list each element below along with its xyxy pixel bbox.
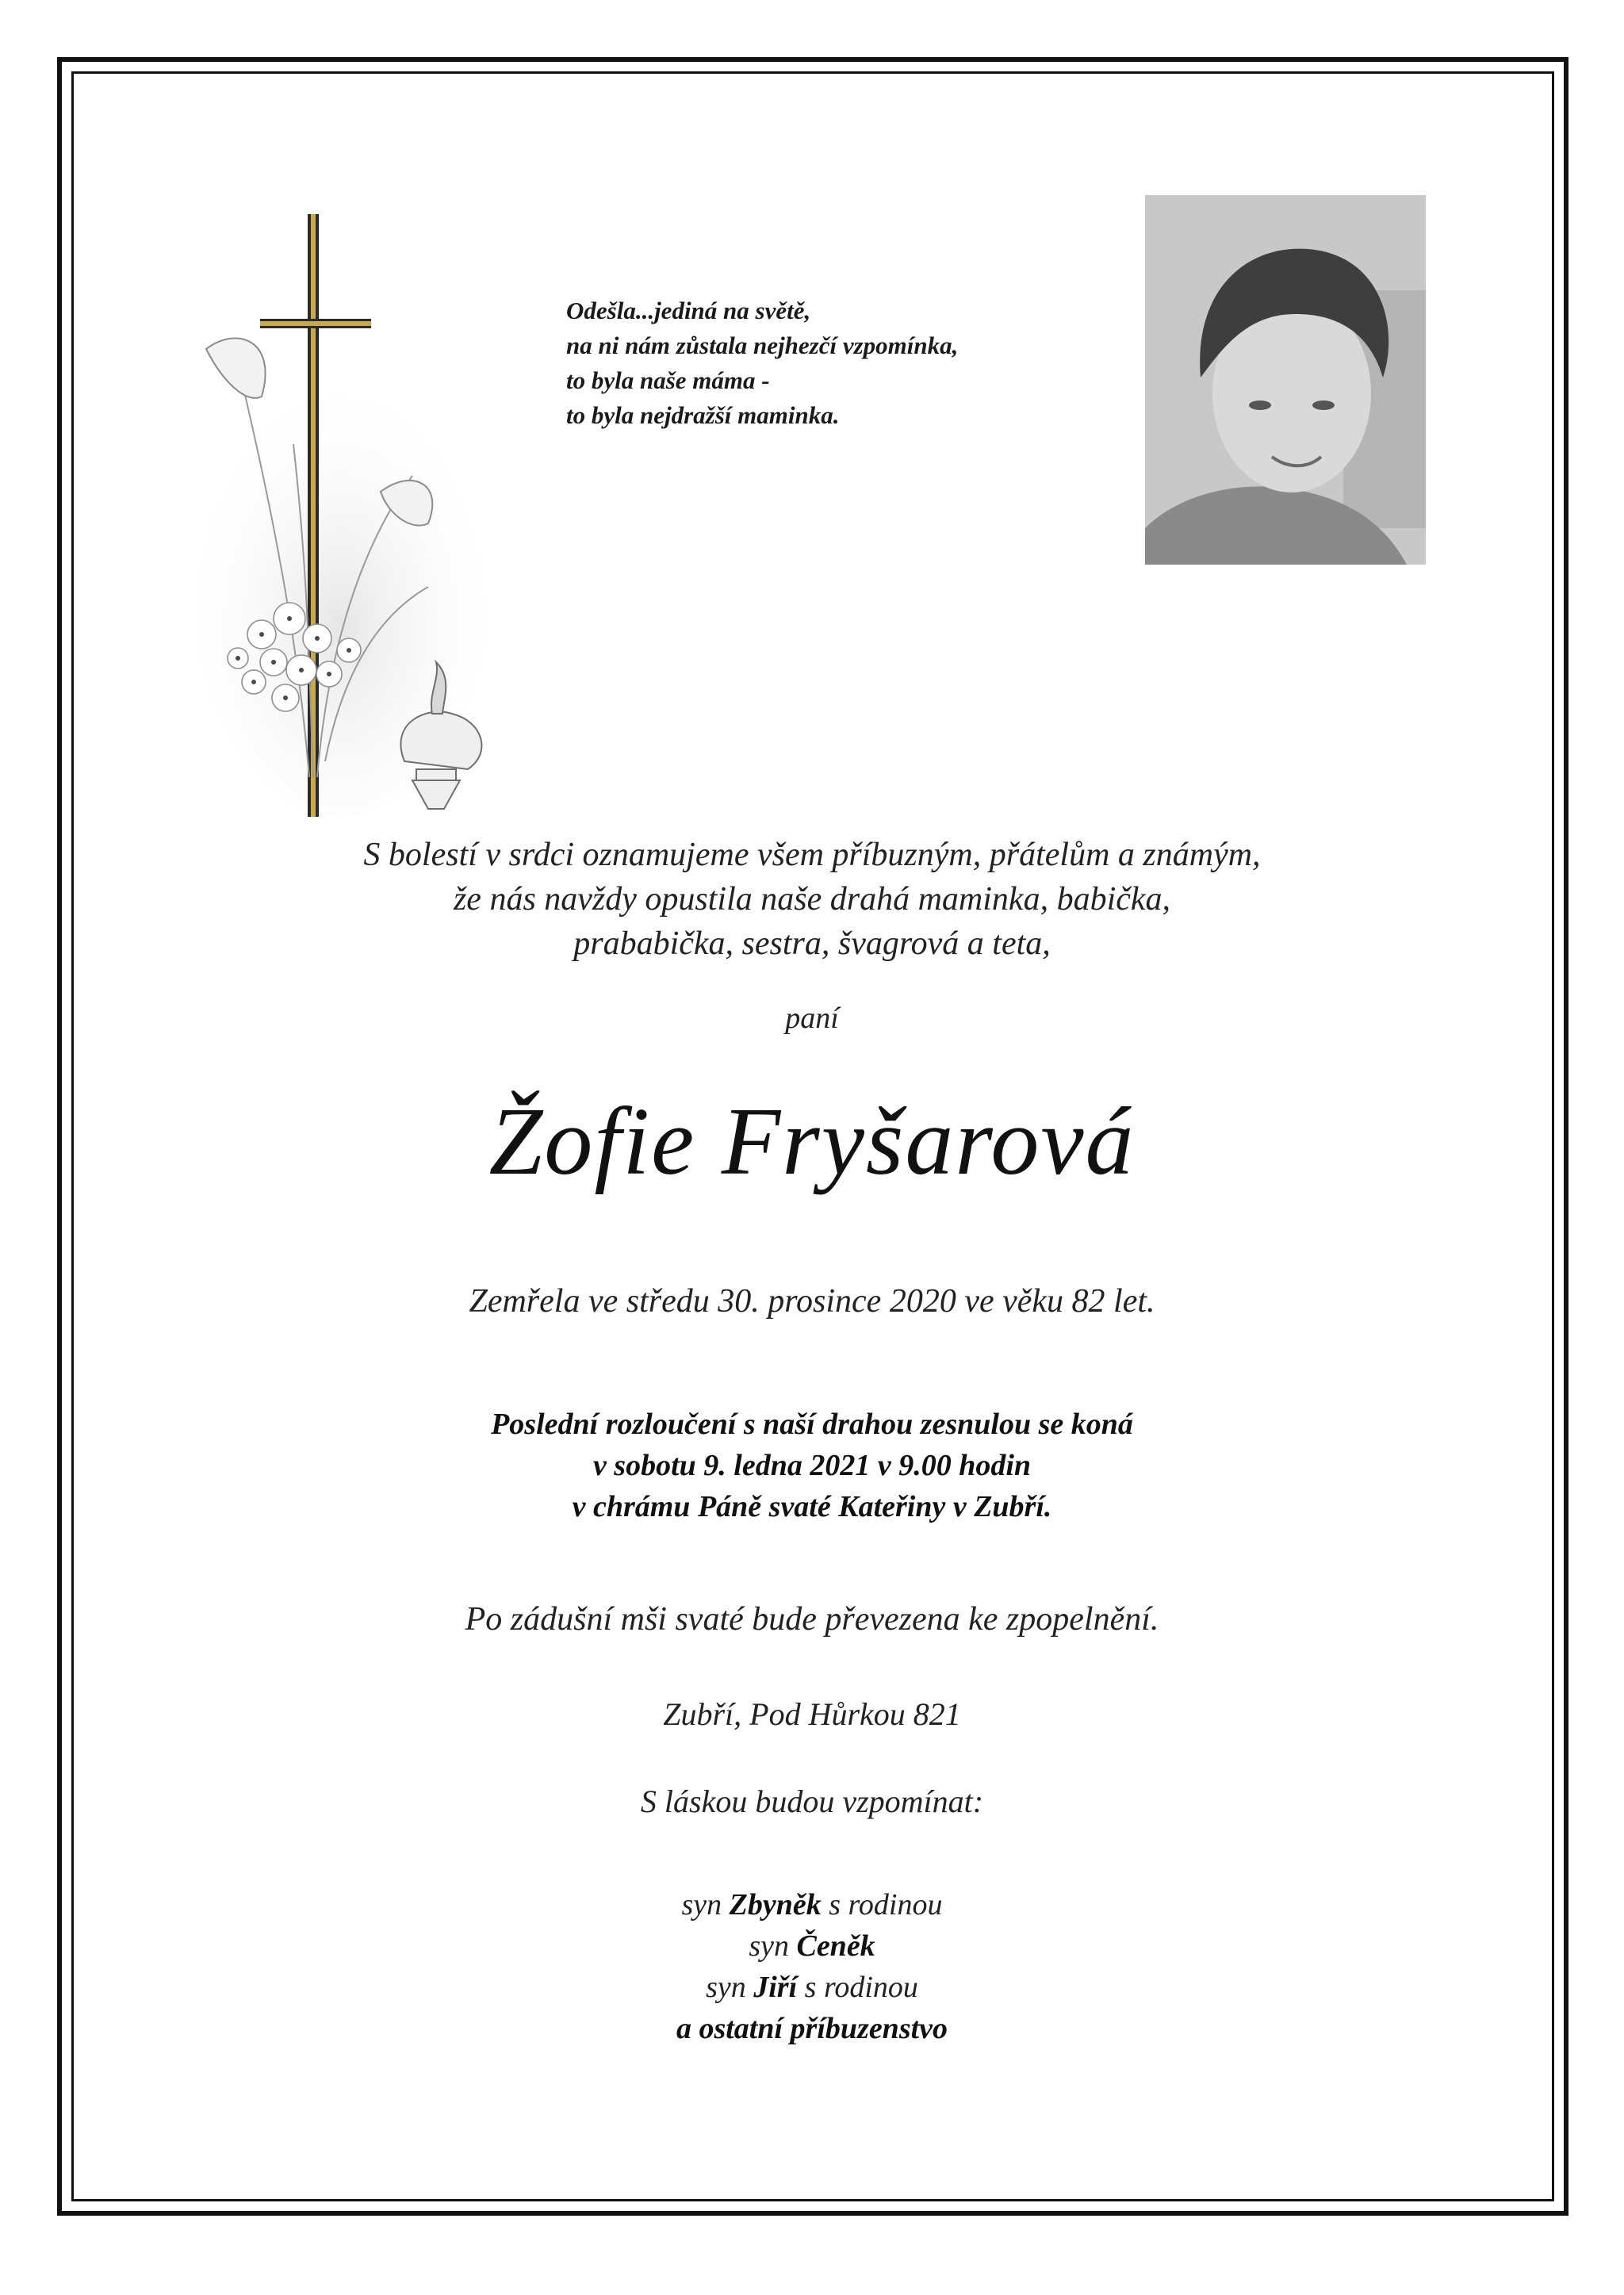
member-name: Jiří xyxy=(753,1971,798,2004)
relation: syn xyxy=(681,1888,730,1921)
cremation-note: Po zádušní mši svaté bude převezena ke zpopelnění. xyxy=(465,1601,1159,1638)
quote-line: to byla nejdražší maminka. xyxy=(566,401,840,429)
relation-suffix: s rodinou xyxy=(821,1888,943,1921)
salutation: paní xyxy=(785,1002,839,1035)
family-member xyxy=(79,2008,1545,2049)
farewell-line: Poslední rozloučení s naší drahou zesnulou se koná xyxy=(491,1408,1133,1441)
family-list xyxy=(79,1884,1545,2049)
farewell-details xyxy=(79,1404,1545,1527)
portrait-silhouette-icon xyxy=(1145,195,1426,565)
member-name: a ostatní příbuzenstvo xyxy=(676,2012,948,2045)
quote-line: Odešla...jediná na světě, xyxy=(566,297,811,324)
quote-line: to byla naše máma - xyxy=(566,366,770,394)
relation: syn xyxy=(749,1929,797,1963)
farewell-line: v chrámu Páně svaté Kateřiny v Zubří. xyxy=(572,1490,1052,1523)
announcement-line: S bolestí v srdci oznamujeme všem příbuzným, přátelům a známým, xyxy=(363,837,1261,873)
member-name: Čeněk xyxy=(796,1929,875,1963)
announcement-text xyxy=(79,833,1545,966)
member-name: Zbyněk xyxy=(729,1888,822,1921)
quote-line: na ni nám zůstala nejhezčí vzpomínka, xyxy=(566,331,959,359)
family-member xyxy=(79,1925,1545,1967)
relation-suffix: s rodinou xyxy=(797,1971,918,2004)
farewell-line: v sobotu 9. ledna 2021 v 9.00 hodin xyxy=(592,1449,1032,1482)
remember-label: S láskou budou vzpomínat: xyxy=(640,1784,984,1819)
family-member xyxy=(79,1967,1545,2008)
relation: syn xyxy=(706,1971,754,2004)
address: Zubří, Pod Hůrkou 821 xyxy=(663,1696,961,1732)
deceased-name: Žofie Fryšarová xyxy=(488,1088,1136,1195)
death-notice: Zemřela ve středu 30. prosince 2020 ve věku 82 let. xyxy=(469,1283,1155,1320)
cross-with-lilies-and-lamp-icon xyxy=(190,206,523,841)
memorial-quote xyxy=(566,293,1121,433)
family-member xyxy=(79,1884,1545,1925)
announcement-line: že nás navždy opustila naše drahá maminka, babička, xyxy=(453,881,1171,918)
portrait-photo xyxy=(1145,195,1426,565)
announcement-line: prababička, sestra, švagrová a teta, xyxy=(573,925,1051,962)
